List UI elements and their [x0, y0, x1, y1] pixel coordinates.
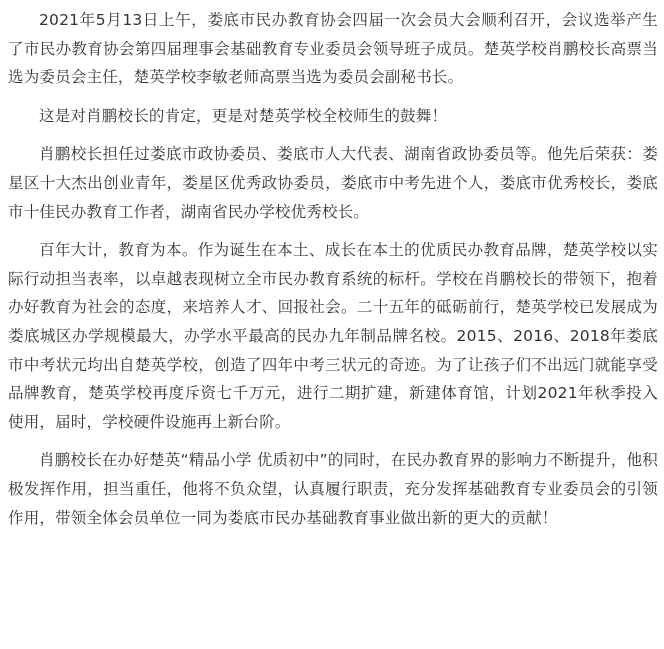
paragraph-meeting-announcement: 2021年5月13日上午，娄底市民办教育协会四届一次会员大会顺利召开，会议选举产生了市民办教育协会第四届理事会基础教育专业委员会领导班子成员。楚英学校肖鹏校长高票当选为委员会主任，楚英学校李敏老师高票当选为委员会副秘书长。 — [8, 11, 658, 87]
paragraph-encouragement: 这是对肖鹏校长的肯定，更是对楚英学校全校师生的鼓舞！ — [39, 106, 448, 125]
paragraph-future-commitment: 肖鹏校长在办好楚英“精品小学 优质初中”的同时，在民办教育界的影响力不断提升，他积极发挥作用，担当重任，他将不负众望，认真履行职责，充分发挥基础教育专业委员会的引领作用，带领全体会员单位一同为娄底市民办基础教育事业做出新的更大的贡献！ — [8, 451, 658, 527]
paragraph-principal-honors: 肖鹏校长担任过娄底市政协委员、娄底市人大代表、湖南省政协委员等。他先后荣获：娄星区十大杰出创业青年，娄星区优秀政协委员，娄底市中考先进个人，娄底市优秀校长，娄底市十佳民办教育工作者，湖南省民办学校优秀校长。 — [8, 145, 658, 221]
paragraph-school-development: 百年大计，教育为本。作为诞生在本土、成长在本土的优质民办教育品牌，楚英学校以实际行动担当表率，以卓越表现树立全市民办教育系统的标杆。学校在肖鹏校长的带领下，抱着办好教育为社会的态度，来培养人才、回报社会。二十五年的砥砺前行，楚英学校已发展成为娄底城区办学规模最大，办学水平最高的民办九年制品牌名校。2015、2016、2018年娄底市中考状元均出自楚英学校，创造了四年中考三状元的奇迹。为了让孩子们不出远门就能享受品牌教育，楚英学校再度斥资七千万元，进行二期扩建，新建体育馆，计划2021年秋季投入使用，届时，学校硬件设施再上新台阶。 — [8, 241, 658, 431]
